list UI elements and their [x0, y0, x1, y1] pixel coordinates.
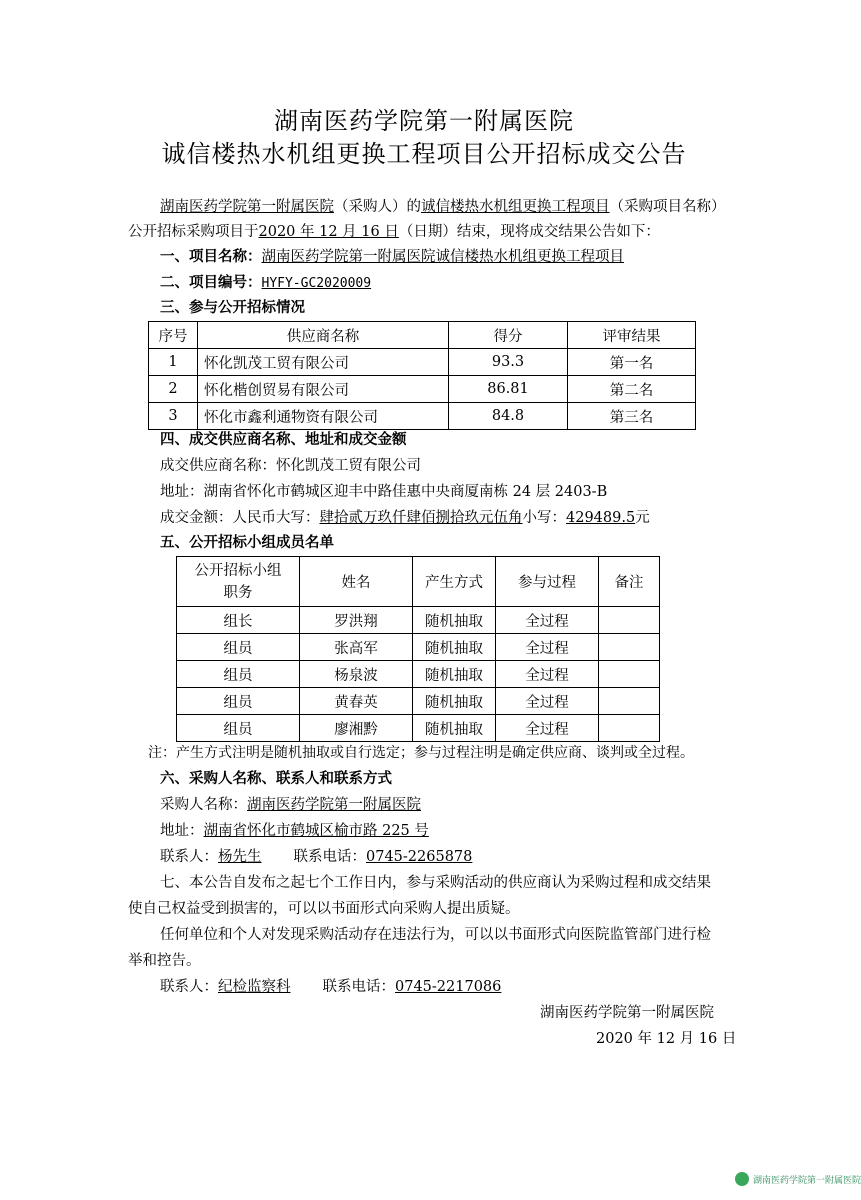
- table-cell: 随机抽取: [413, 688, 496, 715]
- purchaser-value: 湖南医药学院第一附属医院: [247, 797, 421, 813]
- purchaser-address-value: 湖南省怀化市鹤城区榆市路 225 号: [203, 823, 429, 839]
- table-cell: 怀化凯茂工贸有限公司: [198, 349, 449, 376]
- intro-text-b: （日期）结束，现将成交结果公告如下：: [398, 224, 660, 240]
- header-cell: 参与过程: [496, 557, 599, 607]
- amount-small-label: 小写：: [522, 510, 566, 526]
- amount-chinese: 肆拾贰万玖仟肆佰捌拾玖元伍角: [319, 510, 523, 526]
- table-cell: 全过程: [496, 661, 599, 688]
- table-cell: [599, 688, 660, 715]
- bid-table: [148, 321, 696, 430]
- table-cell: 全过程: [496, 607, 599, 634]
- section-3-label: 三、参与公开招标情况: [160, 300, 305, 316]
- table-cell: 组员: [177, 634, 300, 661]
- project-tag: （采购项目名称）: [609, 199, 726, 215]
- supervision-contact-line: [160, 977, 501, 997]
- section-2: [160, 273, 371, 294]
- section-4-label: 四、成交供应商名称、地址和成交金额: [160, 432, 407, 448]
- intro-line-1: [160, 197, 726, 217]
- table-row: [177, 661, 660, 688]
- page-title: 湖南医药学院第一附属医院: [274, 107, 574, 135]
- intro-line-2: [128, 222, 660, 242]
- table-row: [177, 688, 660, 715]
- table-cell: 86.81: [449, 376, 568, 403]
- supplier-line: 成交供应商名称：怀化凯茂工贸有限公司: [160, 458, 421, 474]
- end-date: 2020 年 12 月 16 日: [258, 224, 399, 240]
- section-6-label: 六、采购人名称、联系人和联系方式: [160, 771, 392, 787]
- supplier-address: 地址：湖南省怀化市鹤城区迎丰中路佳惠中央商厦南栋 24 层 2403-B: [160, 484, 608, 500]
- contact-value: 杨先生: [218, 849, 262, 865]
- table-cell: 怀化楷创贸易有限公司: [198, 376, 449, 403]
- section-1-label: 一、项目名称：: [160, 249, 262, 265]
- purchaser-name: 湖南医药学院第一附属医院: [160, 199, 334, 215]
- table-cell: 张高军: [300, 634, 413, 661]
- panel-table: [176, 556, 660, 742]
- table-cell: 随机抽取: [413, 634, 496, 661]
- header-cell: 姓名: [300, 557, 413, 607]
- table-cell: 组员: [177, 715, 300, 742]
- table-cell: [599, 661, 660, 688]
- amount-label: 成交金额：人民币大写：: [160, 510, 320, 526]
- table-cell: 怀化市鑫利通物资有限公司: [198, 403, 449, 430]
- table-cell: 3: [149, 403, 198, 430]
- purchaser-contact-line: [160, 847, 472, 867]
- table-cell: 2: [149, 376, 198, 403]
- table-cell: [599, 634, 660, 661]
- header-cell: 公开招标小组 职务: [177, 557, 300, 607]
- table-cell: 组员: [177, 688, 300, 715]
- project-name: 诚信楼热水机组更换工程项目: [421, 199, 610, 215]
- table-cell: 罗洪翔: [300, 607, 413, 634]
- supervision-phone-value: 0745-2217086: [395, 979, 502, 995]
- signature-date: 2020 年 12 月 16 日: [596, 1031, 737, 1047]
- page-subtitle: 诚信楼热水机组更换工程项目公开招标成交公告: [161, 140, 687, 168]
- table-header-row: [149, 322, 696, 349]
- table-cell: 随机抽取: [413, 607, 496, 634]
- amount-unit: 元: [635, 510, 650, 526]
- table-cell: 全过程: [496, 634, 599, 661]
- table-cell: 84.8: [449, 403, 568, 430]
- section-2-value: HYFY-GC2020009: [261, 276, 372, 291]
- header-cell: 得分: [449, 322, 568, 349]
- section-1-value: 湖南医药学院第一附属医院诚信楼热水机组更换工程项目: [261, 249, 624, 265]
- table-cell: 第一名: [568, 349, 696, 376]
- supervision-phone-label: 联系电话：: [322, 979, 395, 995]
- table-row: [177, 607, 660, 634]
- intro-text-a: 公开招标采购项目于: [128, 224, 259, 240]
- header-cell: 序号: [149, 322, 198, 349]
- clause-7-line-4: 举和控告。: [128, 953, 201, 969]
- section-2-label: 二、项目编号：: [160, 275, 262, 291]
- table-cell: 随机抽取: [413, 715, 496, 742]
- section-5-label: 五、公开招标小组成员名单: [160, 535, 334, 551]
- table-cell: 黄春英: [300, 688, 413, 715]
- note: 注：产生方式注明是随机抽取或自行选定；参与过程注明是确定供应商、谈判或全过程。: [148, 745, 694, 761]
- phone-label: 联系电话：: [293, 849, 366, 865]
- section-1: [160, 247, 624, 267]
- footer-logo: [735, 1172, 861, 1186]
- supervision-contact-value: 纪检监察科: [218, 979, 291, 995]
- header-cell: 供应商名称: [198, 322, 449, 349]
- purchaser-line: [160, 795, 421, 815]
- table-cell: 杨泉波: [300, 661, 413, 688]
- table-row: [149, 376, 696, 403]
- table-row: [149, 349, 696, 376]
- table-cell: 组员: [177, 661, 300, 688]
- footer-logo-text: 湖南医药学院第一附属医院: [753, 1175, 861, 1186]
- table-row: [177, 634, 660, 661]
- clause-7-line-2: 使自己权益受到损害的，可以以书面形式向采购人提出质疑。: [128, 901, 520, 917]
- purchaser-tag: （采购人）的: [334, 199, 421, 215]
- table-cell: [599, 715, 660, 742]
- amount-number: 429489.5: [566, 510, 636, 526]
- header-cell: 评审结果: [568, 322, 696, 349]
- signature-org: 湖南医药学院第一附属医院: [540, 1005, 714, 1021]
- table-cell: 组长: [177, 607, 300, 634]
- phone-value: 0745-2265878: [366, 849, 473, 865]
- clause-7-line-3: 任何单位和个人对发现采购活动存在违法行为，可以以书面形式向医院监管部门进行检: [160, 927, 711, 943]
- table-header-row: [177, 557, 660, 607]
- table-cell: 全过程: [496, 715, 599, 742]
- header-cell: 备注: [599, 557, 660, 607]
- header-cell: 产生方式: [413, 557, 496, 607]
- purchaser-label: 采购人名称：: [160, 797, 247, 813]
- contact-label: 联系人：: [160, 849, 218, 865]
- table-cell: [599, 607, 660, 634]
- amount-line: [160, 508, 650, 528]
- table-row: [149, 403, 696, 430]
- supervision-contact-label: 联系人：: [160, 979, 218, 995]
- table-cell: 1: [149, 349, 198, 376]
- table-cell: 第二名: [568, 376, 696, 403]
- table-row: [177, 715, 660, 742]
- purchaser-address-line: [160, 821, 429, 841]
- hospital-logo-icon: [735, 1172, 749, 1186]
- table-cell: 廖湘黔: [300, 715, 413, 742]
- purchaser-address-label: 地址：: [160, 823, 204, 839]
- table-cell: 第三名: [568, 403, 696, 430]
- table-cell: 随机抽取: [413, 661, 496, 688]
- table-cell: 全过程: [496, 688, 599, 715]
- clause-7-line-1: 七、本公告自发布之起七个工作日内，参与采购活动的供应商认为采购过程和成交结果: [160, 875, 711, 891]
- table-cell: 93.3: [449, 349, 568, 376]
